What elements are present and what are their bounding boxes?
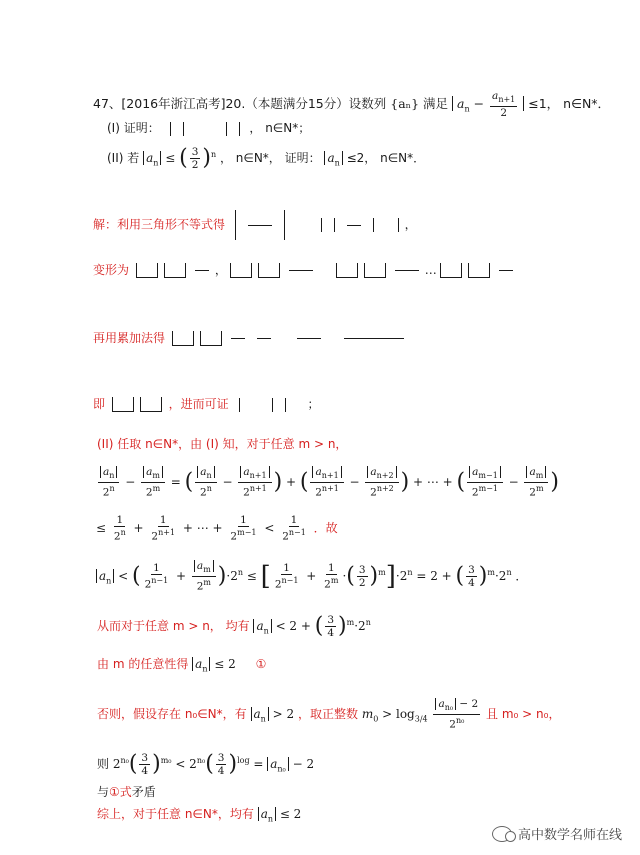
solution-step-12: 与①式矛盾 xyxy=(97,785,156,799)
problem-part-2: (II) 若 $a_n$ ≤ ( $\frac{3}{2}$ )$^n$ ， n∈N*， 证明： $a_n \le 2$， n∈N*． xyxy=(107,145,426,171)
solution-step-1: 解：利用三角形不等式得 ， xyxy=(93,210,417,240)
watermark xyxy=(492,824,622,843)
abs-expression: $a_n$ − $\frac{a_{n+1}}{2}$ xyxy=(452,96,524,111)
solution-step-3: 再用累加法得 xyxy=(93,330,404,346)
wechat-icon xyxy=(492,826,512,842)
solution-equation-4: 则 $2^{n_0}$( $\frac{3}{4}$ )$^{m_0} < 2^{n_0}$( $\frac{3}{4}$ )$^{log} = a_{n_0} - 2$ xyxy=(97,751,315,777)
solution-step-9: 由 m 的任意性得 $a_n \le 2$ ① xyxy=(97,657,267,674)
solution-equation-3: $a_n$ < ( $\frac{1}{2^{n-1}}$ + $\frac{a_m}{2^m}$ )$\cdot 2^n$ ≤ [ $\frac{1}{2^{n-1}}$ + $\frac{1}{2^m}$ ·( $\frac{3}{2}$ )$^m]\cdot 2^n = 2$ + ( $\frac{3}{4}$ )$^m\cdot 2^n$ ． xyxy=(96,560,527,593)
solution-equation-1: $\frac{a_n}{2^n}$ − $\frac{a_m}{2^m}$ = ( $\frac{a_n}{2^n}$ − $\frac{a_{n+1}}{2^{n+1}}$ ) + ( $\frac{a_{n+1}}{2^{n+1}}$ − $\frac{a_{n+2}}{2^{n+2}}$ ) + ⋯ + ( $\frac{a_{m-1}}{2^{m-1}}$ − $\frac{a_m}{2^m}$ ) xyxy=(96,466,559,499)
solution-step-10: 否则，假设存在 n₀∈N*，有 $a_n > 2$ ，取正整数 $m_0 > \log_{3/4}$ $\frac{a_{n_0} - 2}{2^{n_0}}$ 且 m₀ > n₀， xyxy=(97,698,561,731)
problem-part-1: (I) 证明： ， n∈N*； xyxy=(107,121,311,135)
problem-header: 47、[2016年浙江高考]20.（本题满分15分）设数列 xyxy=(93,96,387,112)
solution-step-8: 从而对于任意 m > n， 均有 $a_n < 2$ + ( $\frac{3}{4}$ )$^m\cdot 2^n$ xyxy=(97,613,371,639)
solution-step-5: (II) 任取 n∈N*，由 (I) 知，对于任意 m > n， xyxy=(97,437,348,451)
watermark-text: 高中数学名师在线 xyxy=(517,828,622,843)
solution-conclusion: 综上，对于任意 n∈N*，均有 $a_n \le 2$ xyxy=(97,807,302,824)
sequence-symbol: {aₙ} xyxy=(390,96,420,112)
problem-line-1: 47、[2016年浙江高考]20.（本题满分15分）设数列 {aₙ} 满足 $a_n$ − $\frac{a_{n+1}}{2}$ ≤1， n∈N*． xyxy=(93,90,611,120)
solution-step-4: 即 ，进而可证 ； xyxy=(93,397,320,411)
solution-equation-2: ≤ $\frac{1}{2^n}$ + $\frac{1}{2^{n+1}}$ + ⋯ + $\frac{1}{2^{m-1}}$ < $\frac{1}{2^{n-1}}$ ．故 xyxy=(96,514,338,543)
solution-step-2: 变形为 ， … xyxy=(93,262,519,278)
circled-marker: ① xyxy=(255,657,267,671)
